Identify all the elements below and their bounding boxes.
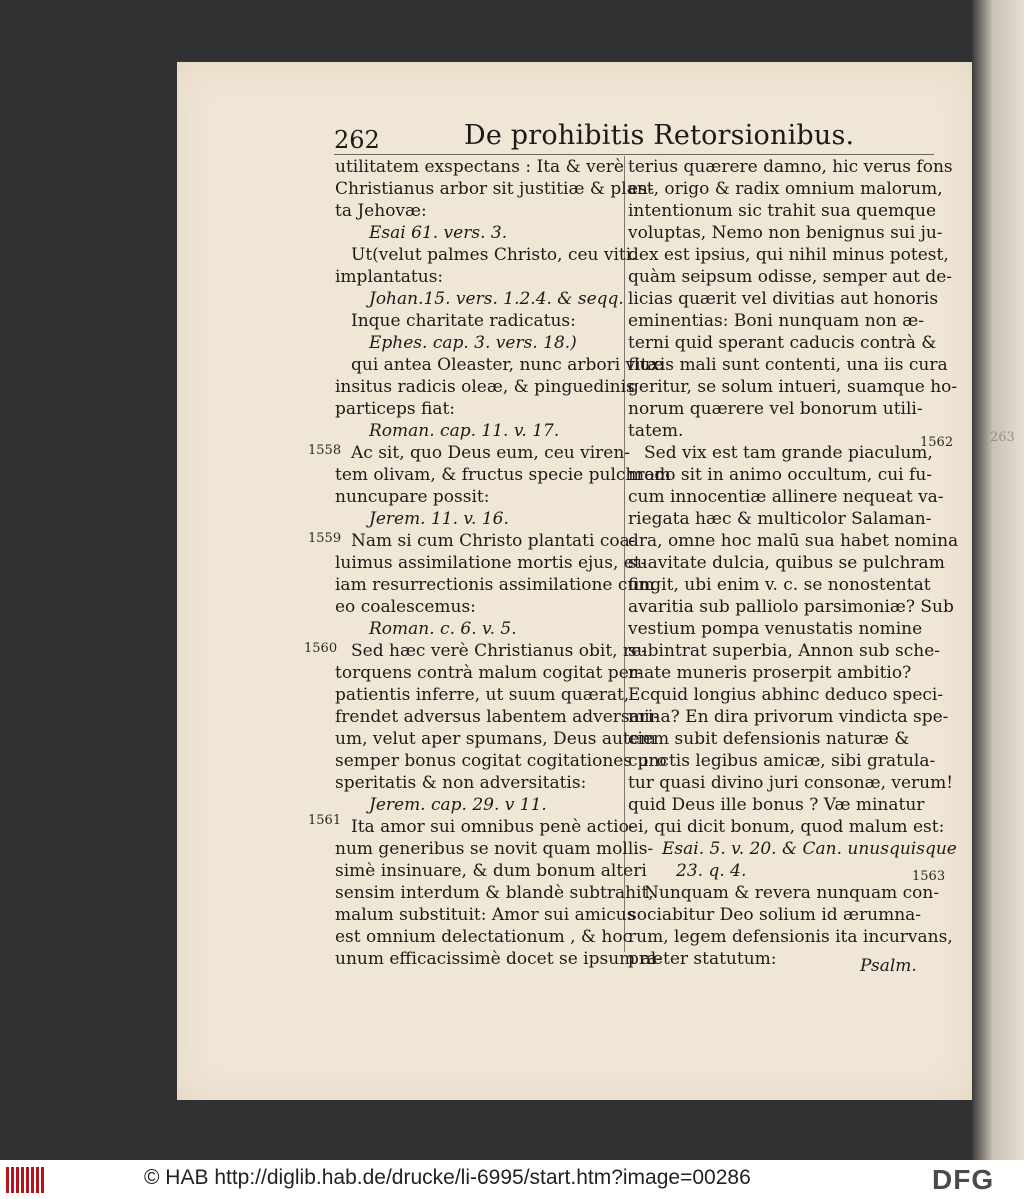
next-page-edge	[972, 0, 1024, 1160]
text-line: frendet adversus labentem adversari-	[335, 707, 660, 727]
margin-number: 1561	[308, 813, 342, 828]
text-line: dex est ipsius, qui nihil minus potest,	[628, 245, 949, 265]
text-line: est, origo & radix omnium malorum,	[628, 179, 943, 199]
text-line: terni quid sperant caducis contrà &	[628, 333, 937, 353]
text-line: qui antea Oleaster, nunc arbori vitæ	[351, 355, 664, 375]
text-line: num generibus se novit quam mollis-	[335, 839, 654, 859]
running-title: De prohibitis Retorsionibus.	[464, 120, 855, 151]
margin-number: 1559	[308, 531, 342, 546]
text-line: terius quærere damno, hic verus fons	[628, 157, 953, 177]
margin-number: 1560	[304, 641, 338, 656]
margin-number: 1562	[920, 435, 954, 450]
text-line: luimus assimilatione mortis ejus, et-	[335, 553, 647, 573]
text-line: est omnium delectationum , & hoc	[335, 927, 633, 947]
text-line: torquens contrà malum cogitat per-	[335, 663, 643, 683]
text-line: rum, legem defensionis ita incurvans,	[628, 927, 953, 947]
text-line: Nunquam & revera nunquam con-	[644, 883, 940, 903]
text-line: norum quærere vel bonorum utili-	[628, 399, 923, 419]
text-line: riegata hæc & multicolor Salaman-	[628, 509, 932, 529]
text-line: avaritia sub palliolo parsimoniæ? Sub	[628, 597, 954, 617]
text-line: implantatus:	[335, 267, 444, 287]
text-line: insitus radicis oleæ, & pinguedinis	[335, 377, 635, 397]
text-line: Roman. c. 6. v. 5.	[369, 619, 517, 639]
text-line: ei, qui dicit bonum, quod malum est:	[628, 817, 945, 837]
text-line: licias quærit vel divitias aut honoris	[628, 289, 939, 309]
catchword: Psalm.	[860, 956, 917, 976]
text-line: sensim interdum & blandè subtrahit,	[335, 883, 654, 903]
text-line: Ephes. cap. 3. vers. 18.)	[369, 333, 577, 353]
text-line: cum innocentiæ allinere nequeat va-	[628, 487, 944, 507]
text-line: tem olivam, & fructus specie pulchram	[335, 465, 671, 485]
text-line: Sed vix est tam grande piaculum,	[644, 443, 933, 463]
text-line: eo coalescemus:	[335, 597, 476, 617]
text-line: Johan.15. vers. 1.2.4. & seqq.	[369, 289, 624, 309]
text-line: Sed hæc verè Christianus obit, re-	[351, 641, 647, 661]
text-line: Esai 61. vers. 3.	[369, 223, 508, 243]
text-line: Roman. cap. 11. v. 17.	[369, 421, 560, 441]
bleed-through-text: 263	[990, 430, 1015, 445]
text-line: Ecquid longius abhinc deduco speci-	[628, 685, 944, 705]
text-line: dra, omne hoc malū sua habet nomina	[628, 531, 959, 551]
text-line: Ita amor sui omnibus penè actio-	[351, 817, 635, 837]
hab-logo-icon	[6, 1167, 46, 1193]
text-line: Ac sit, quo Deus eum, ceu viren-	[351, 443, 631, 463]
text-line: simè insinuare, & dum bonum alteri	[335, 861, 647, 881]
text-line: eminentias: Boni nunquam non æ-	[628, 311, 924, 331]
book-page	[177, 62, 972, 1100]
text-line: um, velut aper spumans, Deus autem	[335, 729, 656, 749]
text-line: præter statutum:	[628, 949, 777, 969]
text-line: voluptas, Nemo non benignus sui ju-	[628, 223, 943, 243]
text-line: intentionum sic trahit sua quemque	[628, 201, 937, 221]
text-line: speritatis & non adversitatis:	[335, 773, 587, 793]
text-line: cunctis legibus amicæ, sibi gratula-	[628, 751, 936, 771]
page-header	[334, 118, 934, 154]
text-line: mina? En dira privorum vindicta spe-	[628, 707, 949, 727]
text-line: patientis inferre, ut suum quærat,	[335, 685, 630, 705]
dfg-logo: DFG	[932, 1164, 995, 1195]
margin-number: 1558	[308, 443, 342, 458]
text-line: iam resurrectionis assimilatione cum	[335, 575, 655, 595]
text-line: subintrat superbia, Annon sub sche-	[628, 641, 940, 661]
text-line: fingit, ubi enim v. c. se nonostentat	[628, 575, 931, 595]
viewer-footer	[0, 1160, 1024, 1199]
page-number: 262	[334, 126, 380, 154]
text-line: Esai. 5. v. 20. & Can. unusquisque	[662, 839, 957, 859]
text-line: malum substituit: Amor sui amicus	[335, 905, 636, 925]
text-line: ciem subit defensionis naturæ &	[628, 729, 910, 749]
text-line: particeps fiat:	[335, 399, 456, 419]
text-line: Jerem. cap. 29. v 11.	[369, 795, 547, 815]
text-line: nuncupare possit:	[335, 487, 490, 507]
text-line: semper bonus cogitat cogitationes pro	[335, 751, 667, 771]
text-line: tur quasi divino juri consonæ, verum!	[628, 773, 954, 793]
text-line: Christianus arbor sit justitiæ & plan-	[335, 179, 654, 199]
text-line: Nam si cum Christo plantati coa-	[351, 531, 636, 551]
text-line: ta Jehovæ:	[335, 201, 427, 221]
text-line: mate muneris proserpit ambitio?	[628, 663, 912, 683]
margin-number: 1563	[912, 869, 946, 884]
text-line: geritur, se solum intueri, suamque ho-	[628, 377, 958, 397]
text-line: quàm seipsum odisse, semper aut de-	[628, 267, 953, 287]
header-rule	[334, 154, 934, 155]
text-line: unum efficacissimè docet se ipsum al-	[335, 949, 662, 969]
text-line: Ut(velut palmes Christo, ceu viti.	[351, 245, 637, 265]
text-line: suavitate dulcia, quibus se pulchram	[628, 553, 945, 573]
text-line: sociabitur Deo solium id ærumna-	[628, 905, 922, 925]
text-line: 23. q. 4.	[676, 861, 747, 881]
text-line: Jerem. 11. v. 16.	[369, 509, 509, 529]
text-line: modo sit in animo occultum, cui fu-	[628, 465, 933, 485]
text-line: fluxis mali sunt contenti, una iis cura	[628, 355, 948, 375]
text-line: Inque charitate radicatus:	[351, 311, 576, 331]
text-line: quid Deus ille bonus ? Væ minatur	[628, 795, 925, 815]
copyright-link[interactable]: © HAB http://diglib.hab.de/drucke/li-6995/start.htm?image=00286	[144, 1166, 751, 1189]
text-line: utilitatem exspectans : Ita & verè	[335, 157, 624, 177]
text-line: tatem.	[628, 421, 684, 441]
text-line: vestium pompa venustatis nomine	[628, 619, 923, 639]
